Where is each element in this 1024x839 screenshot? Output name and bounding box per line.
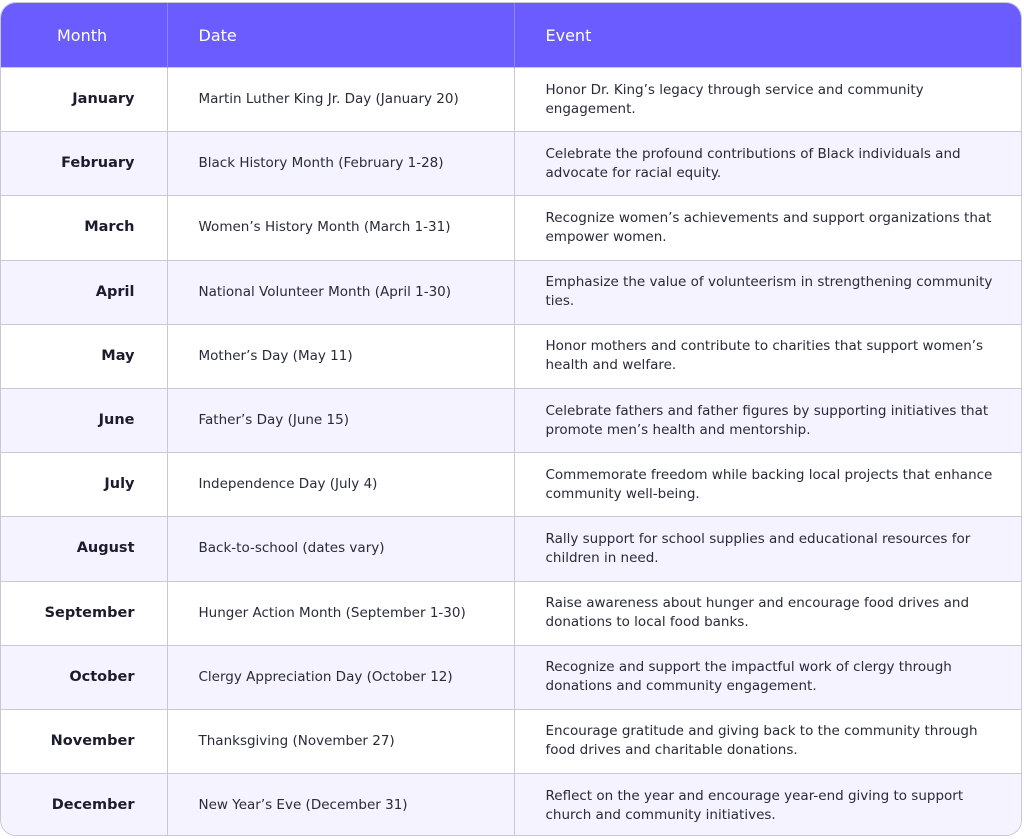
month-cell: August [1, 517, 167, 581]
header-month: Month [1, 3, 167, 68]
table-row [1, 709, 1021, 773]
header-date: Date [167, 3, 514, 68]
date-cell: Clergy Appreciation Day (October 12) [167, 645, 514, 709]
table-row [1, 68, 1021, 132]
table-row [1, 453, 1021, 517]
table-row [1, 260, 1021, 324]
date-cell: Hunger Action Month (September 1-30) [167, 581, 514, 645]
event-cell: Reflect on the year and encourage year-end giving to support church and community initiatives. [514, 774, 1021, 836]
month-cell: October [1, 645, 167, 709]
table-header [1, 3, 1021, 68]
date-cell: Independence Day (July 4) [167, 453, 514, 517]
date-cell: Mother’s Day (May 11) [167, 324, 514, 388]
table-row [1, 517, 1021, 581]
event-cell: Commemorate freedom while backing local projects that enhance community well-being. [514, 453, 1021, 517]
date-cell: Back-to-school (dates vary) [167, 517, 514, 581]
event-cell: Celebrate the profound contributions of Black individuals and advocate for racial equity. [514, 132, 1021, 196]
month-cell: November [1, 709, 167, 773]
table-row [1, 388, 1021, 452]
month-cell: February [1, 132, 167, 196]
event-cell: Honor mothers and contribute to charities that support women’s health and welfare. [514, 324, 1021, 388]
date-cell: Black History Month (February 1-28) [167, 132, 514, 196]
table-row [1, 324, 1021, 388]
events-table [1, 3, 1021, 836]
table-row [1, 774, 1021, 836]
event-cell: Rally support for school supplies and educational resources for children in need. [514, 517, 1021, 581]
event-cell: Raise awareness about hunger and encourage food drives and donations to local food banks. [514, 581, 1021, 645]
date-cell: Father’s Day (June 15) [167, 388, 514, 452]
month-cell: September [1, 581, 167, 645]
table-row [1, 196, 1021, 260]
header-event: Event [514, 3, 1021, 68]
table-row [1, 645, 1021, 709]
header-row [1, 3, 1021, 68]
event-cell: Emphasize the value of volunteerism in strengthening community ties. [514, 260, 1021, 324]
event-cell: Recognize women’s achievements and support organizations that empower women. [514, 196, 1021, 260]
month-cell: January [1, 68, 167, 132]
table-body [1, 68, 1021, 837]
event-cell: Honor Dr. King’s legacy through service and community engagement. [514, 68, 1021, 132]
date-cell: Women’s History Month (March 1-31) [167, 196, 514, 260]
event-cell: Recognize and support the impactful work of clergy through donations and community engagement. [514, 645, 1021, 709]
date-cell: Martin Luther King Jr. Day (January 20) [167, 68, 514, 132]
event-cell: Encourage gratitude and giving back to the community through food drives and charitable donations. [514, 709, 1021, 773]
month-cell: December [1, 774, 167, 836]
month-cell: May [1, 324, 167, 388]
month-cell: June [1, 388, 167, 452]
table-row [1, 581, 1021, 645]
date-cell: Thanksgiving (November 27) [167, 709, 514, 773]
month-cell: March [1, 196, 167, 260]
giving-calendar-table [0, 2, 1022, 836]
event-cell: Celebrate fathers and father figures by supporting initiatives that promote men’s health and mentorship. [514, 388, 1021, 452]
month-cell: April [1, 260, 167, 324]
date-cell: New Year’s Eve (December 31) [167, 774, 514, 836]
month-cell: July [1, 453, 167, 517]
date-cell: National Volunteer Month (April 1-30) [167, 260, 514, 324]
table-row [1, 132, 1021, 196]
